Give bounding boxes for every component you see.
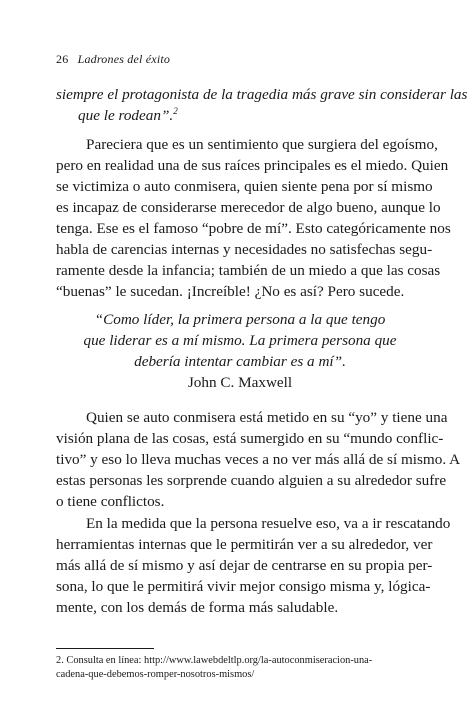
text-line: En la medida que la persona resuelve eso, va a ir rescatando (86, 515, 451, 532)
book-title: Ladrones del éxito (77, 52, 171, 66)
paragraph (56, 134, 451, 302)
paragraph (56, 513, 451, 618)
text-line: Pareciera que es un sentimiento que surgiera del egoísmo, (86, 136, 438, 153)
text-line: pero en realidad una de sus raíces principales es el miedo. Quien (56, 157, 449, 174)
footnote-line: 2. Consulta en línea: http://www.lawebdeltlp.org/la-autoconmiseracion-una- (56, 655, 373, 666)
footnote (56, 654, 424, 682)
block-quote (56, 309, 424, 393)
text-line: “buenas” le sucedan. ¡Increíble! ¿No es así? Pero sucede. (56, 283, 405, 300)
running-header (56, 52, 170, 67)
text-line: tenga. Ese es el famoso “pobre de mí”. Esto categóricamente nos (56, 220, 451, 237)
quote-line: debería intentar cambiar es a mí”. (134, 353, 346, 370)
text-line: habla de carencias internas y necesidades no satisfechas segu- (56, 241, 433, 258)
text-line-with-footnote (56, 105, 424, 126)
quote-line: que liderar es a mí mismo. La primera persona que (83, 332, 397, 349)
footnote-reference: 2 (173, 105, 178, 116)
text-line: estas personas les sorprende cuando alguien a su alrededor sufre (56, 472, 447, 489)
footnote-line: cadena-que-debemos-romper-nosotros-mismos/ (56, 669, 255, 680)
paragraph (56, 407, 461, 512)
text-line: herramientas internas que le permitirán ver a su alrededor, ver (56, 536, 433, 553)
text-line: o tiene conflictos. (56, 493, 165, 510)
quote-line: “Como líder, la primera persona a la que tengo (94, 311, 386, 328)
text-line: es incapaz de considerarse merecedor de algo bueno, aunque lo (56, 199, 441, 216)
text-line: ramente desde la infancia; también de un miedo a que las cosas (56, 262, 441, 279)
paragraph-continuation (56, 84, 468, 126)
page-number: 26 (56, 52, 69, 66)
footnote-divider (56, 648, 154, 649)
text-line: mente, con los demás de forma más saludable. (56, 599, 339, 616)
text-line: tivo” y eso lo lleva muchas veces a no ver más allá de sí mismo. A (56, 451, 461, 468)
text-line: que le rodean”. (78, 107, 174, 124)
text-line: más allá de sí mismo y así dejar de centrarse en su propia per- (56, 557, 433, 574)
quote-author: John C. Maxwell (187, 374, 293, 391)
text-line: Quien se auto conmisera está metido en su “yo” y tiene una (86, 409, 448, 426)
text-line: sona, lo que le permitirá vivir mejor consigo misma y, lógica- (56, 578, 431, 595)
text-line: se victimiza o auto conmisera, quien siente pena por sí mismo (56, 178, 433, 195)
text-line: siempre el protagonista de la tragedia más grave sin considerar las (56, 86, 468, 103)
text-line: visión plana de las cosas, está sumergido en su “mundo conflic- (56, 430, 444, 447)
